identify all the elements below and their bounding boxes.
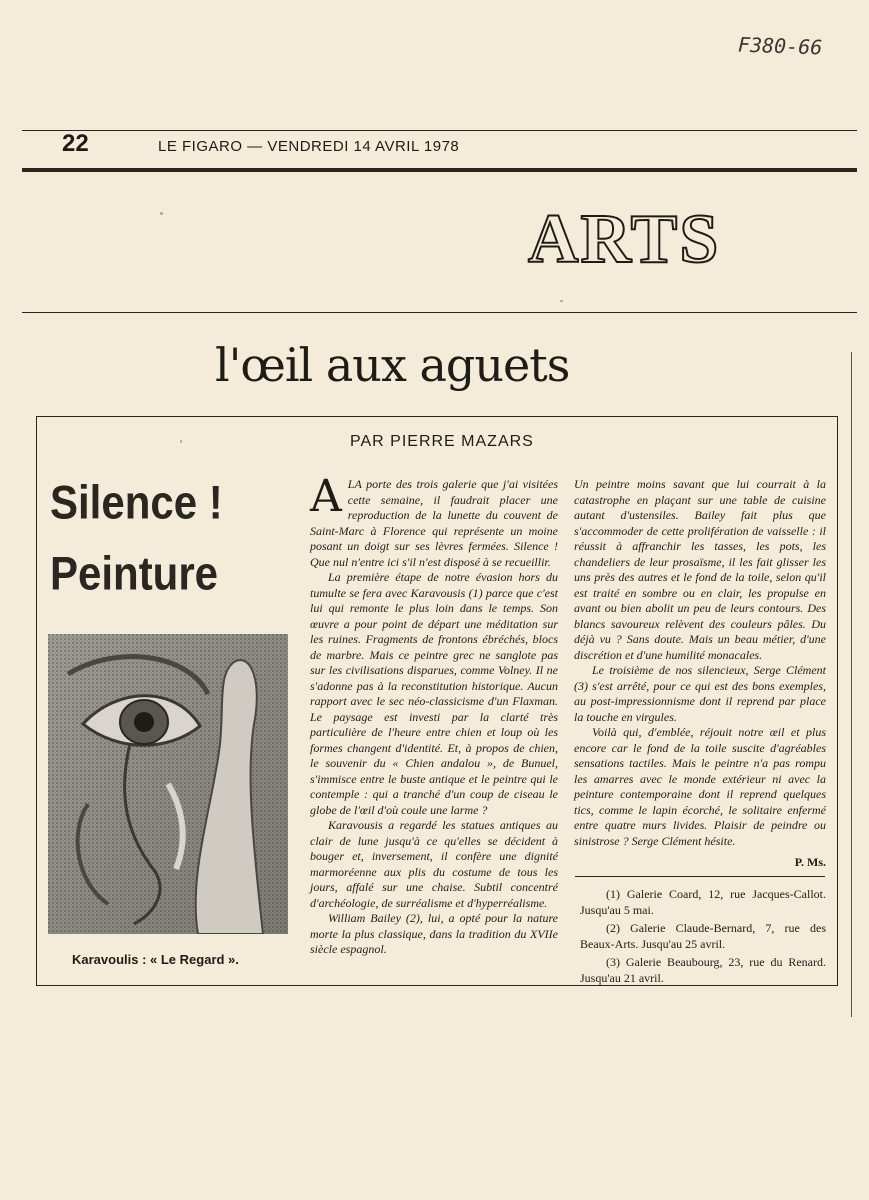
footnote: (1) Galerie Coard, 12, rue Jacques-Callot. Jusqu'au 5 mai.: [580, 887, 826, 917]
paragraph: ALA porte des trois galerie que j'ai visitées cette semaine, il faudrait placer une reproduction de la lunette du couvent de Saint-Marc à Florence qui représente un moine posant un doigt sur ses lèvres fermées. Silence ! Que nul n'entre ici s'il n'est disposé à se recueillir.: [310, 471, 558, 569]
footnote-rule: [575, 876, 825, 877]
eye-painting-image: [48, 634, 288, 934]
paragraph: Un peintre moins savant que lui courrait à la catastrophe en plaçant sur une table de cuisine autant d'ustensiles. Bailey fait plus que s'accommoder de cette prolifération de vaisselle : il réussit à affranchir les tasses, les pots, les chandeliers de leur prosaïsme, il les fait glisser les uns près des autres et le fond de la toile, selon qu'il est traité en sombre ou en clair, les propulse en avant ou bien abolit un peu de leurs contours. Des blancs savoureux relèvent des couleurs pâles. Du déjà vu ? Sans doute. Mais un beau métier, d'une discrétion et d'une humilité monacales.: [574, 477, 826, 662]
page-number: 22: [62, 130, 89, 157]
title-line-1: Silence !: [50, 476, 223, 529]
masthead: LE FIGARO — VENDREDI 14 AVRIL 1978: [158, 138, 460, 155]
paper-speck: [180, 440, 182, 443]
article-column-1: [310, 471, 558, 958]
section-rule: [22, 312, 857, 313]
byline: PAR PIERRE MAZARS: [350, 433, 534, 450]
paragraph: William Bailey (2), lui, a opté pour la nature morte la plus classique, dans la tradition du XVIIe siècle espagnol.: [310, 911, 558, 956]
footnote: (2) Galerie Claude-Bernard, 7, rue des Beaux-Arts. Jusqu'au 25 avril.: [580, 921, 826, 951]
header-bottom-rule: [22, 168, 857, 172]
paragraph: Karavousis a regardé les statues antiques au clair de lune jusqu'à ce qu'elles se décident à bouger et, inversement, il confère une dignité marmoréenne aux plis du costume de tous les jours, affalé sur une chaise. Subtil concentré d'archéologie, de surréalisme et d'hyperréalisme.: [310, 818, 558, 910]
illustration-caption: Karavoulis : « Le Regard ».: [72, 952, 239, 967]
archive-reference: F380-66: [737, 32, 823, 60]
footnotes: [580, 887, 826, 989]
author-signature: P. Ms.: [794, 855, 826, 869]
section-title: ARTS: [528, 201, 721, 278]
headline: l'œil aux aguets: [215, 338, 570, 392]
header-top-rule: [22, 130, 857, 131]
paragraph: Voilà qui, d'emblée, réjouit notre œil et plus encore car le fond de la toile suscite d'agréables sensations tactiles. Mais le peintre n'a pas rompu les amarres avec le monde extérieur ni avec la peinture contemporaine dont il reprend quelques tics, comme le lapin écorché, le solitaire enfermé entre quatre murs livides. Plaisir de peindre ou sinistrose ? Serge Clément hésite.: [574, 725, 826, 848]
paper-speck: [560, 300, 563, 302]
margin-rule: [851, 352, 852, 1017]
paper-speck: [160, 212, 163, 215]
paragraph: La première étape de notre évasion hors du tumulte se fera avec Karavousis (1) parce que c'est lui qui remonte le plus loin dans le temps. Son œuvre a pour point de départ une méditation sur les ruines. Fragments de frontons ébréchés, blocs de marbre. Mais ce peintre grec ne sanglote pas sur les civilisations disparues, comme Volney. Il ne s'adonne pas à la reconstitution historique. Aucun rapport avec le sec néo-classicisme d'un Flaxman. Le paysage est investi par la clarté très particulière de l'heure entre chien et loup où les formes changent d'identité. Et, à propos de chien, le souvenir du « Chien andalou », de Bunuel, s'immisce entre le buste antique et le peintre qui le contemple : qui a tranché d'un coup de ciseau le globe de l'œil d'où coule une larme ?: [310, 570, 558, 817]
footnote: (3) Galerie Beaubourg, 23, rue du Renard. Jusqu'au 21 avril.: [580, 955, 826, 985]
article-column-2: [574, 477, 826, 871]
title-line-2: Peinture: [50, 547, 219, 600]
painting-illustration: [48, 634, 288, 934]
paragraph: Le troisième de nos silencieux, Serge Clément (3) s'est arrêté, pour ce qui est des bons exemples, au post-impressionnisme dont il reprend par place la touche en virgules.: [574, 663, 826, 724]
dropcap: A: [310, 471, 342, 522]
